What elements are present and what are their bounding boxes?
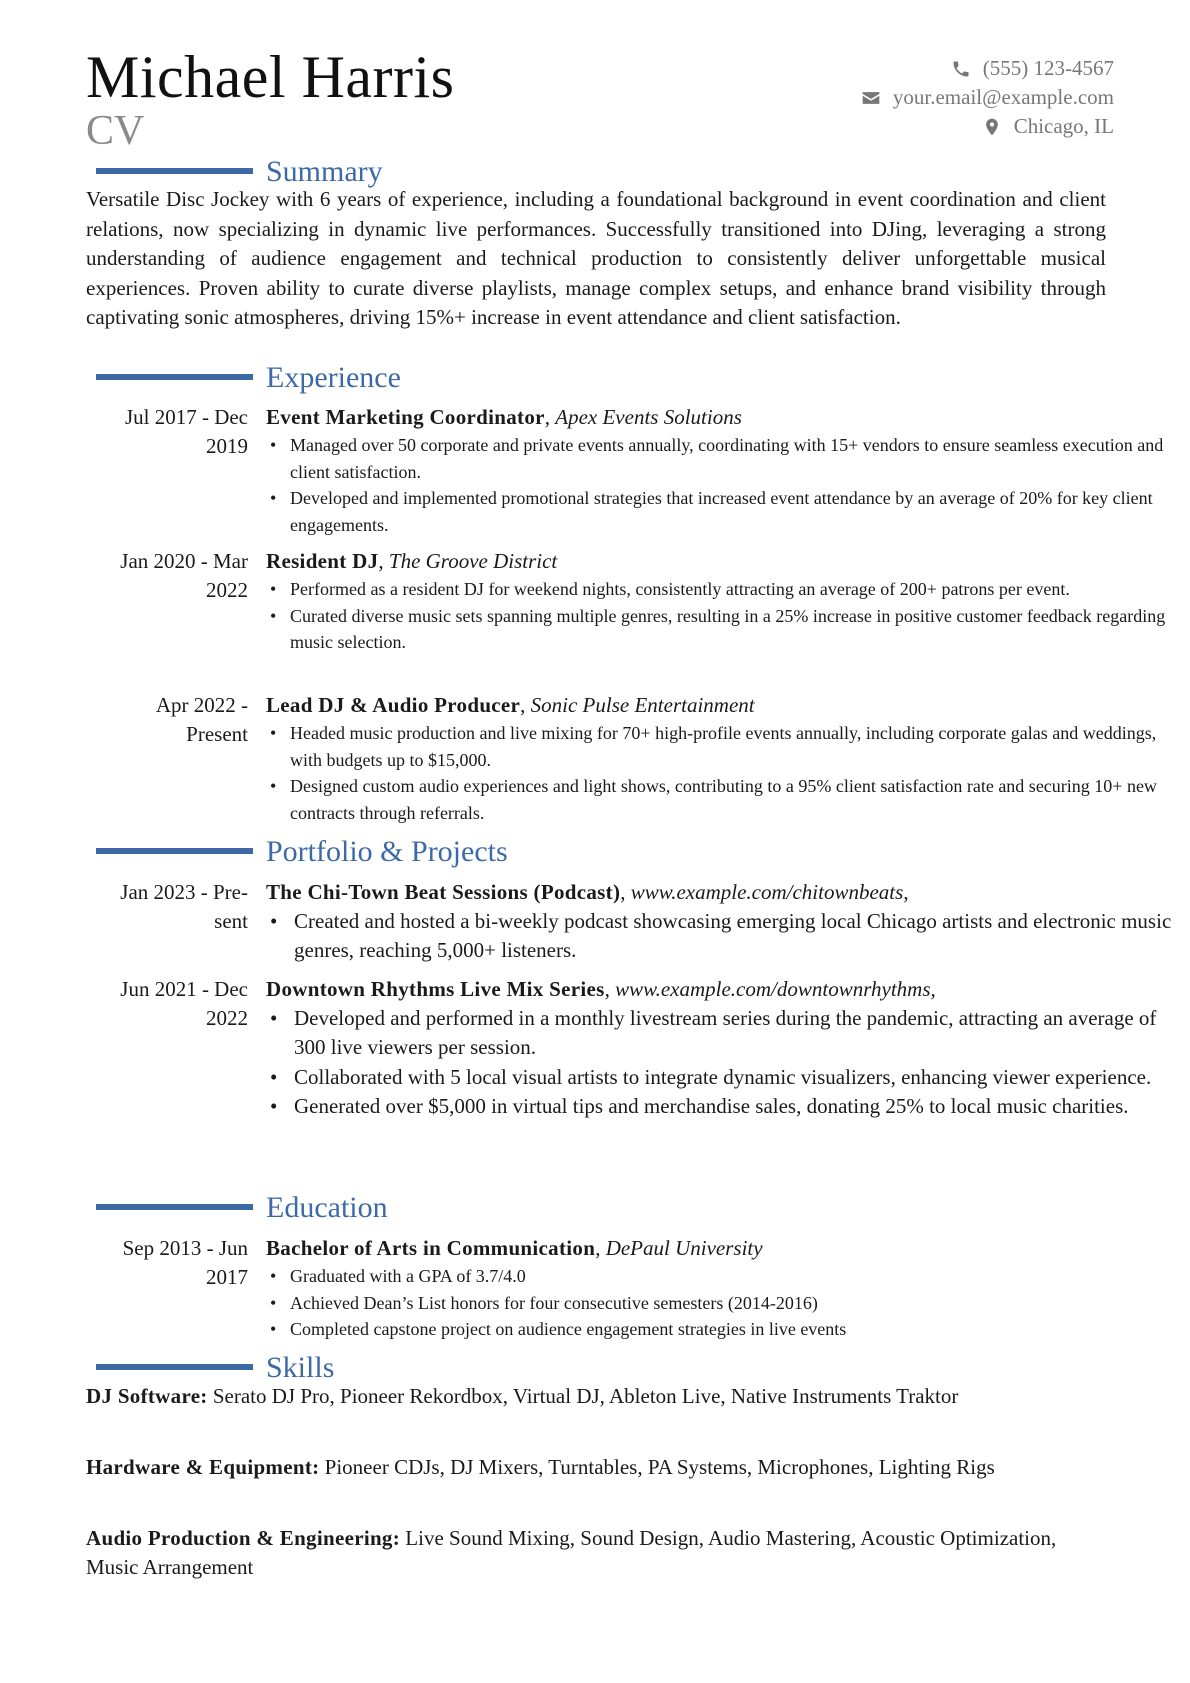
date-line: Jul 2017 - Dec — [124, 405, 248, 429]
entry-date — [86, 547, 248, 605]
job-title: Lead DJ & Audio Producer — [266, 693, 521, 717]
bullet-item: • Developed and performed in a monthly livestream series during the pandemic, attracting an average of 300 live viewers per session. — [266, 1004, 1186, 1063]
entry-heading: The Chi-Town Beat Sessions (Podcast), www.example.com/chitownbeats, — [266, 880, 909, 904]
project-url[interactable]: www.example.com/chitownbeats — [630, 880, 904, 904]
project-title: The Chi-Town Beat Sessions (Podcast) — [266, 880, 621, 904]
date-line: 2017 — [206, 1265, 248, 1289]
contact-location — [754, 112, 1114, 141]
person-name: Michael Harris — [86, 44, 455, 110]
skill-value: Pioneer CDJs, DJ Mixers, Turntables, PA Systems, Microphones, Lighting Rigs — [324, 1455, 995, 1479]
phone-icon — [951, 59, 971, 79]
document-subtitle: CV — [86, 108, 145, 154]
section-bar — [96, 374, 253, 380]
entry-body — [266, 403, 1186, 538]
envelope-icon — [861, 88, 881, 108]
section-summary — [96, 155, 1096, 189]
entry-body — [266, 1234, 1186, 1343]
date-line: Jan 2020 - Mar — [120, 549, 248, 573]
project-url[interactable]: www.example.com/downtownrhythms — [615, 977, 931, 1001]
section-bar — [96, 168, 253, 174]
section-experience — [96, 361, 1096, 395]
section-portfolio — [96, 835, 1096, 869]
section-title: Skills — [266, 1351, 335, 1384]
bullet-list — [266, 576, 1186, 656]
bullet-item: • Generated over $5,000 in virtual tips and merchandise sales, donating 25% to local music charities. — [266, 1092, 1186, 1121]
entry-date — [86, 878, 248, 936]
job-title: Event Marketing Coordinator — [266, 405, 545, 429]
bullet-list — [266, 720, 1186, 826]
location-text: Chicago, IL — [1013, 114, 1114, 138]
date-line: Apr 2022 - — [155, 693, 248, 717]
section-bar — [96, 1364, 253, 1370]
date-line: 2022 — [206, 578, 248, 602]
section-education — [96, 1191, 1096, 1225]
contact-email[interactable] — [754, 83, 1114, 112]
date-line: Jun 2021 - Dec — [120, 977, 248, 1001]
skill-label: Hardware & Equipment: — [86, 1455, 320, 1479]
entry-body — [266, 975, 1186, 1121]
entry-body — [266, 878, 1186, 966]
bullet-item: • Managed over 50 corporate and private events annually, coordinating with 15+ vendors to ensure seamless execution and client satisfaction. — [266, 432, 1186, 485]
bullet-item: • Developed and implemented promotional strategies that increased event attendance by an average of 20% for key client engagements. — [266, 485, 1186, 538]
bullet-item: • Collaborated with 5 local visual artists to integrate dynamic visualizers, enhancing viewer experience. — [266, 1063, 1186, 1092]
organization: The Groove District — [388, 549, 558, 573]
entry-body — [266, 691, 1186, 826]
date-line: Jan 2023 - Pre- — [120, 880, 248, 904]
contact-info — [754, 54, 1114, 141]
section-bar — [96, 1204, 253, 1210]
date-line: sent — [214, 909, 248, 933]
institution: DePaul University — [605, 1236, 763, 1260]
bullet-list — [266, 907, 1186, 966]
date-line: Present — [186, 722, 248, 746]
date-line: 2022 — [206, 1006, 248, 1030]
section-title: Education — [266, 1191, 388, 1224]
organization: Sonic Pulse Entertainment — [530, 693, 755, 717]
bullet-list — [266, 1004, 1186, 1121]
section-skills — [96, 1351, 1096, 1385]
bullet-item: • Designed custom audio experiences and light shows, contributing to a 95% client satisfaction rate and securing 10+ new contracts through referrals. — [266, 773, 1186, 826]
entry-heading: Resident DJ, The Groove District — [266, 549, 558, 573]
bullet-item: • Graduated with a GPA of 3.7/4.0 — [266, 1263, 1186, 1290]
degree-title: Bachelor of Arts in Communication — [266, 1236, 596, 1260]
bullet-item: • Performed as a resident DJ for weekend nights, consistently attracting an average of 200+ patrons per event. — [266, 576, 1186, 603]
section-title: Portfolio & Projects — [266, 835, 508, 868]
bullet-list — [266, 1263, 1186, 1343]
map-pin-icon — [982, 117, 1002, 137]
skill-row — [86, 1524, 1101, 1582]
phone-text: (555) 123-4567 — [982, 56, 1114, 80]
bullet-item: • Completed capstone project on audience engagement strategies in live events — [266, 1316, 1186, 1343]
entry-heading: Lead DJ & Audio Producer, Sonic Pulse Entertainment — [266, 693, 755, 717]
skill-value: Live Sound Mixing, Sound Design, Audio Mastering, Acoustic Optimization, Music Arrangement — [86, 1526, 1057, 1579]
skill-row — [86, 1453, 1101, 1482]
skill-label: Audio Production & Engineering: — [86, 1526, 401, 1550]
entry-date — [86, 1234, 248, 1292]
date-line: 2019 — [206, 434, 248, 458]
entry-heading: Bachelor of Arts in Communication, DePaul University — [266, 1236, 763, 1260]
bullet-item: • Achieved Dean’s List honors for four consecutive semesters (2014-2016) — [266, 1290, 1186, 1317]
bullet-list — [266, 432, 1186, 538]
entry-date — [86, 403, 248, 461]
entry-date — [86, 691, 248, 749]
entry-heading: Downtown Rhythms Live Mix Series, www.example.com/downtownrhythms, — [266, 977, 936, 1001]
entry-body — [266, 547, 1186, 656]
organization: Apex Events Solutions — [555, 405, 742, 429]
contact-phone — [754, 54, 1114, 83]
entry-date — [86, 975, 248, 1033]
skill-row — [86, 1382, 1101, 1411]
project-title: Downtown Rhythms Live Mix Series — [266, 977, 605, 1001]
job-title: Resident DJ — [266, 549, 379, 573]
section-bar — [96, 848, 253, 854]
entry-heading: Event Marketing Coordinator, Apex Events Solutions — [266, 405, 742, 429]
section-title: Experience — [266, 361, 401, 394]
skill-value: Serato DJ Pro, Pioneer Rekordbox, Virtual DJ, Ableton Live, Native Instruments Traktor — [212, 1384, 959, 1408]
date-line: Sep 2013 - Jun — [122, 1236, 248, 1260]
bullet-item: • Headed music production and live mixing for 70+ high-profile events annually, including corporate galas and weddings, with budgets up to $15,000. — [266, 720, 1186, 773]
bullet-item: • Created and hosted a bi-weekly podcast showcasing emerging local Chicago artists and electronic music genres, reaching 5,000+ listeners. — [266, 907, 1186, 966]
summary-text: Versatile Disc Jockey with 6 years of experience, including a foundational background in event coordination and client relations, now specializing in dynamic live performances. Successfully transitioned into DJing, leveraging a strong understanding of audience engagement and technical production to consistently deliver unforgettable musical experiences. Proven ability to curate diverse playlists, manage complex setups, and enhance brand visibility through captivating sonic atmospheres, driving 15%+ increase in event attendance and client satisfaction. — [86, 187, 1106, 329]
email-text[interactable]: your.email@example.com — [892, 85, 1114, 109]
bullet-item: • Curated diverse music sets spanning multiple genres, resulting in a 25% increase in positive customer feedback regarding music selection. — [266, 603, 1186, 656]
section-title: Summary — [266, 155, 383, 188]
skill-label: DJ Software: — [86, 1384, 208, 1408]
